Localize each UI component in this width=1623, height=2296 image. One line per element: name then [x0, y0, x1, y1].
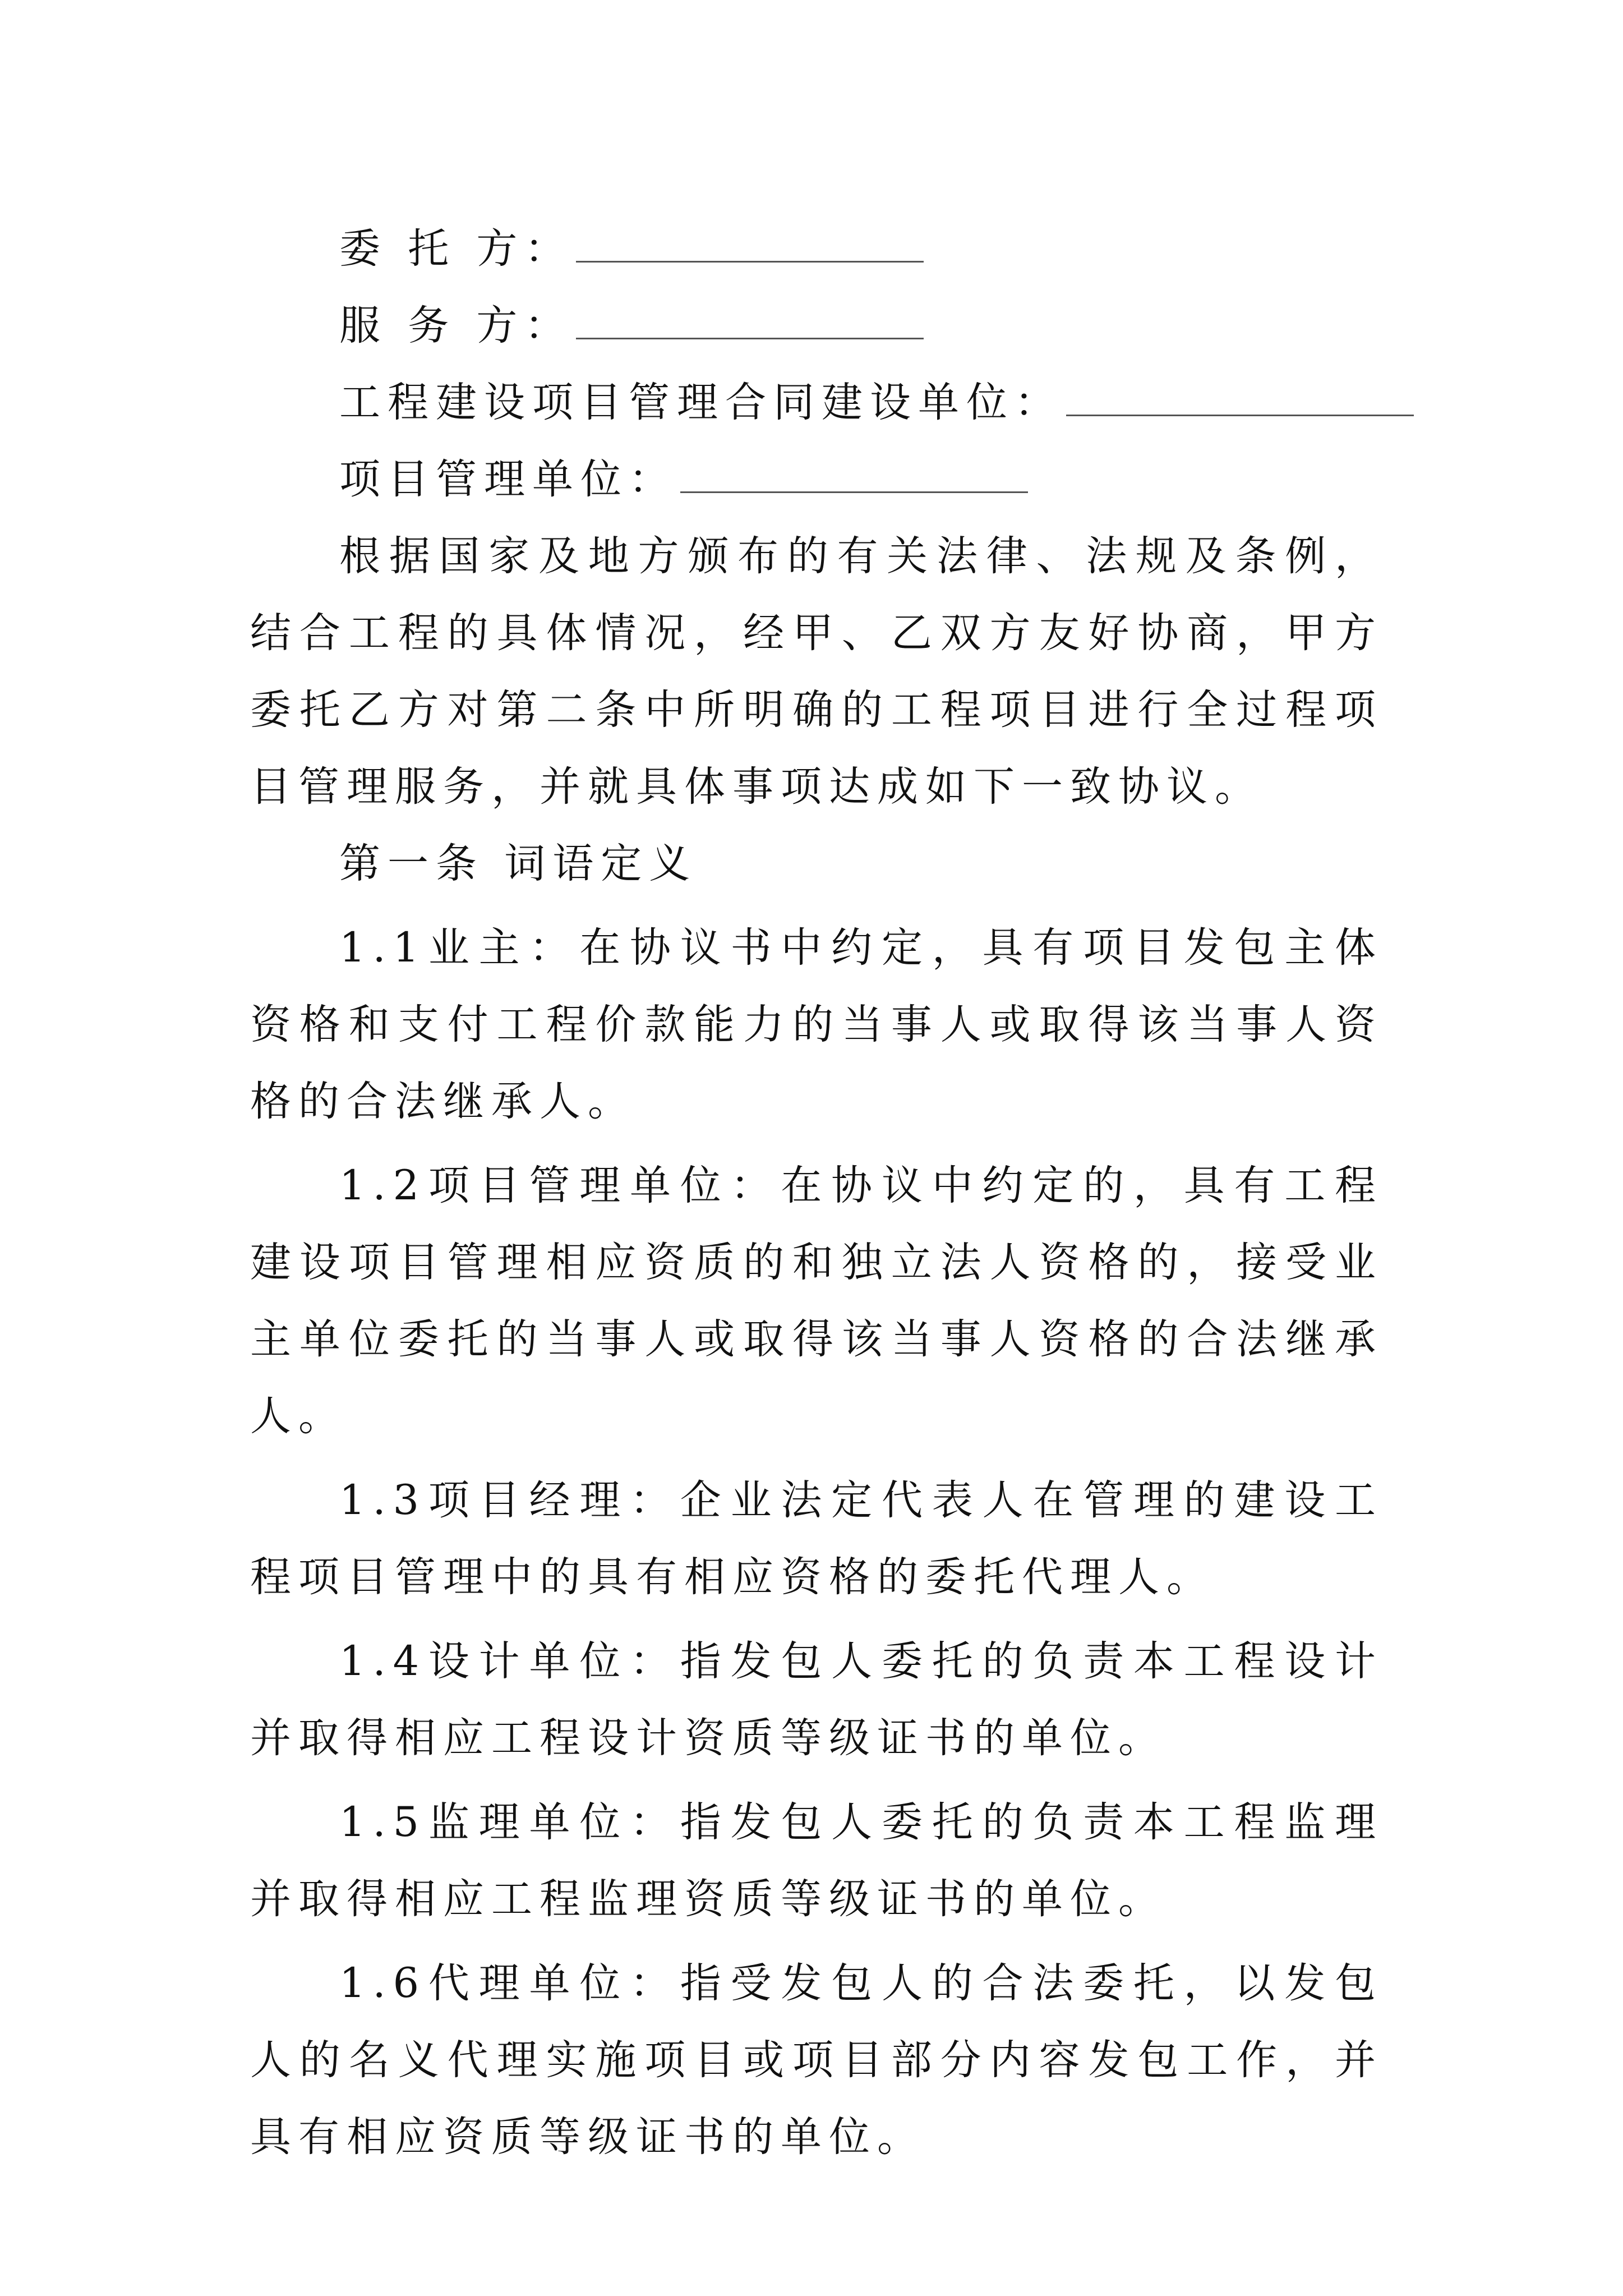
- provider-blank-line[interactable]: [576, 337, 924, 339]
- clause-1-3: 1.3项目经理：企业法定代表人在管理的建设工程项目管理中的具有相应资格的委托代理人。: [250, 1476, 1383, 1601]
- pm-unit-label: 项目管理单位：: [339, 455, 677, 503]
- document-body: [250, 210, 1383, 2175]
- pm-unit-blank-line[interactable]: [680, 491, 1028, 493]
- clause-1-1: 1.1业主：在协议书中约定，具有项目发包主体资格和支付工程价款能力的当事人或取得该当事人资格的合法继承人。: [250, 924, 1383, 1125]
- intro-paragraph: 根据国家及地方颁布的有关法律、法规及条例，结合工程的具体情况，经甲、乙双方友好协商，甲方委托乙方对第二条中所明确的工程项目进行全过程项目管理服务，并就具体事项达成如下一致协议。: [250, 532, 1383, 811]
- clause-1-4: 1.4设计单位：指发包人委托的负责本工程设计并取得相应工程设计资质等级证书的单位。: [250, 1637, 1383, 1762]
- pm-unit-field: [250, 441, 1383, 518]
- construction-unit-label: 工程建设项目管理合同建设单位：: [339, 379, 1063, 426]
- clause-1-2: 1.2项目管理单位：在协议中约定的，具有工程建设项目管理相应资质的和独立法人资格的，接受业主单位委托的当事人或取得该当事人资格的合法继承人。: [250, 1162, 1383, 1440]
- client-label: 委 托 方：: [339, 225, 573, 273]
- construction-unit-blank-line[interactable]: [1066, 414, 1414, 416]
- clause-1-5: 1.5监理单位：指发包人委托的负责本工程监理并取得相应工程监理资质等级证书的单位。: [250, 1798, 1383, 1923]
- provider-field: [250, 287, 1383, 364]
- clause-1-6: 1.6代理单位：指受发包人的合法委托，以发包人的名义代理实施项目或项目部分内容发包工作，并具有相应资质等级证书的单位。: [250, 1959, 1383, 2161]
- provider-label: 服 务 方：: [339, 302, 573, 349]
- construction-unit-field: [250, 364, 1383, 441]
- article-1-title: 第一条 词语定义: [339, 840, 698, 887]
- client-blank-line[interactable]: [576, 260, 924, 263]
- client-field: [250, 210, 1383, 287]
